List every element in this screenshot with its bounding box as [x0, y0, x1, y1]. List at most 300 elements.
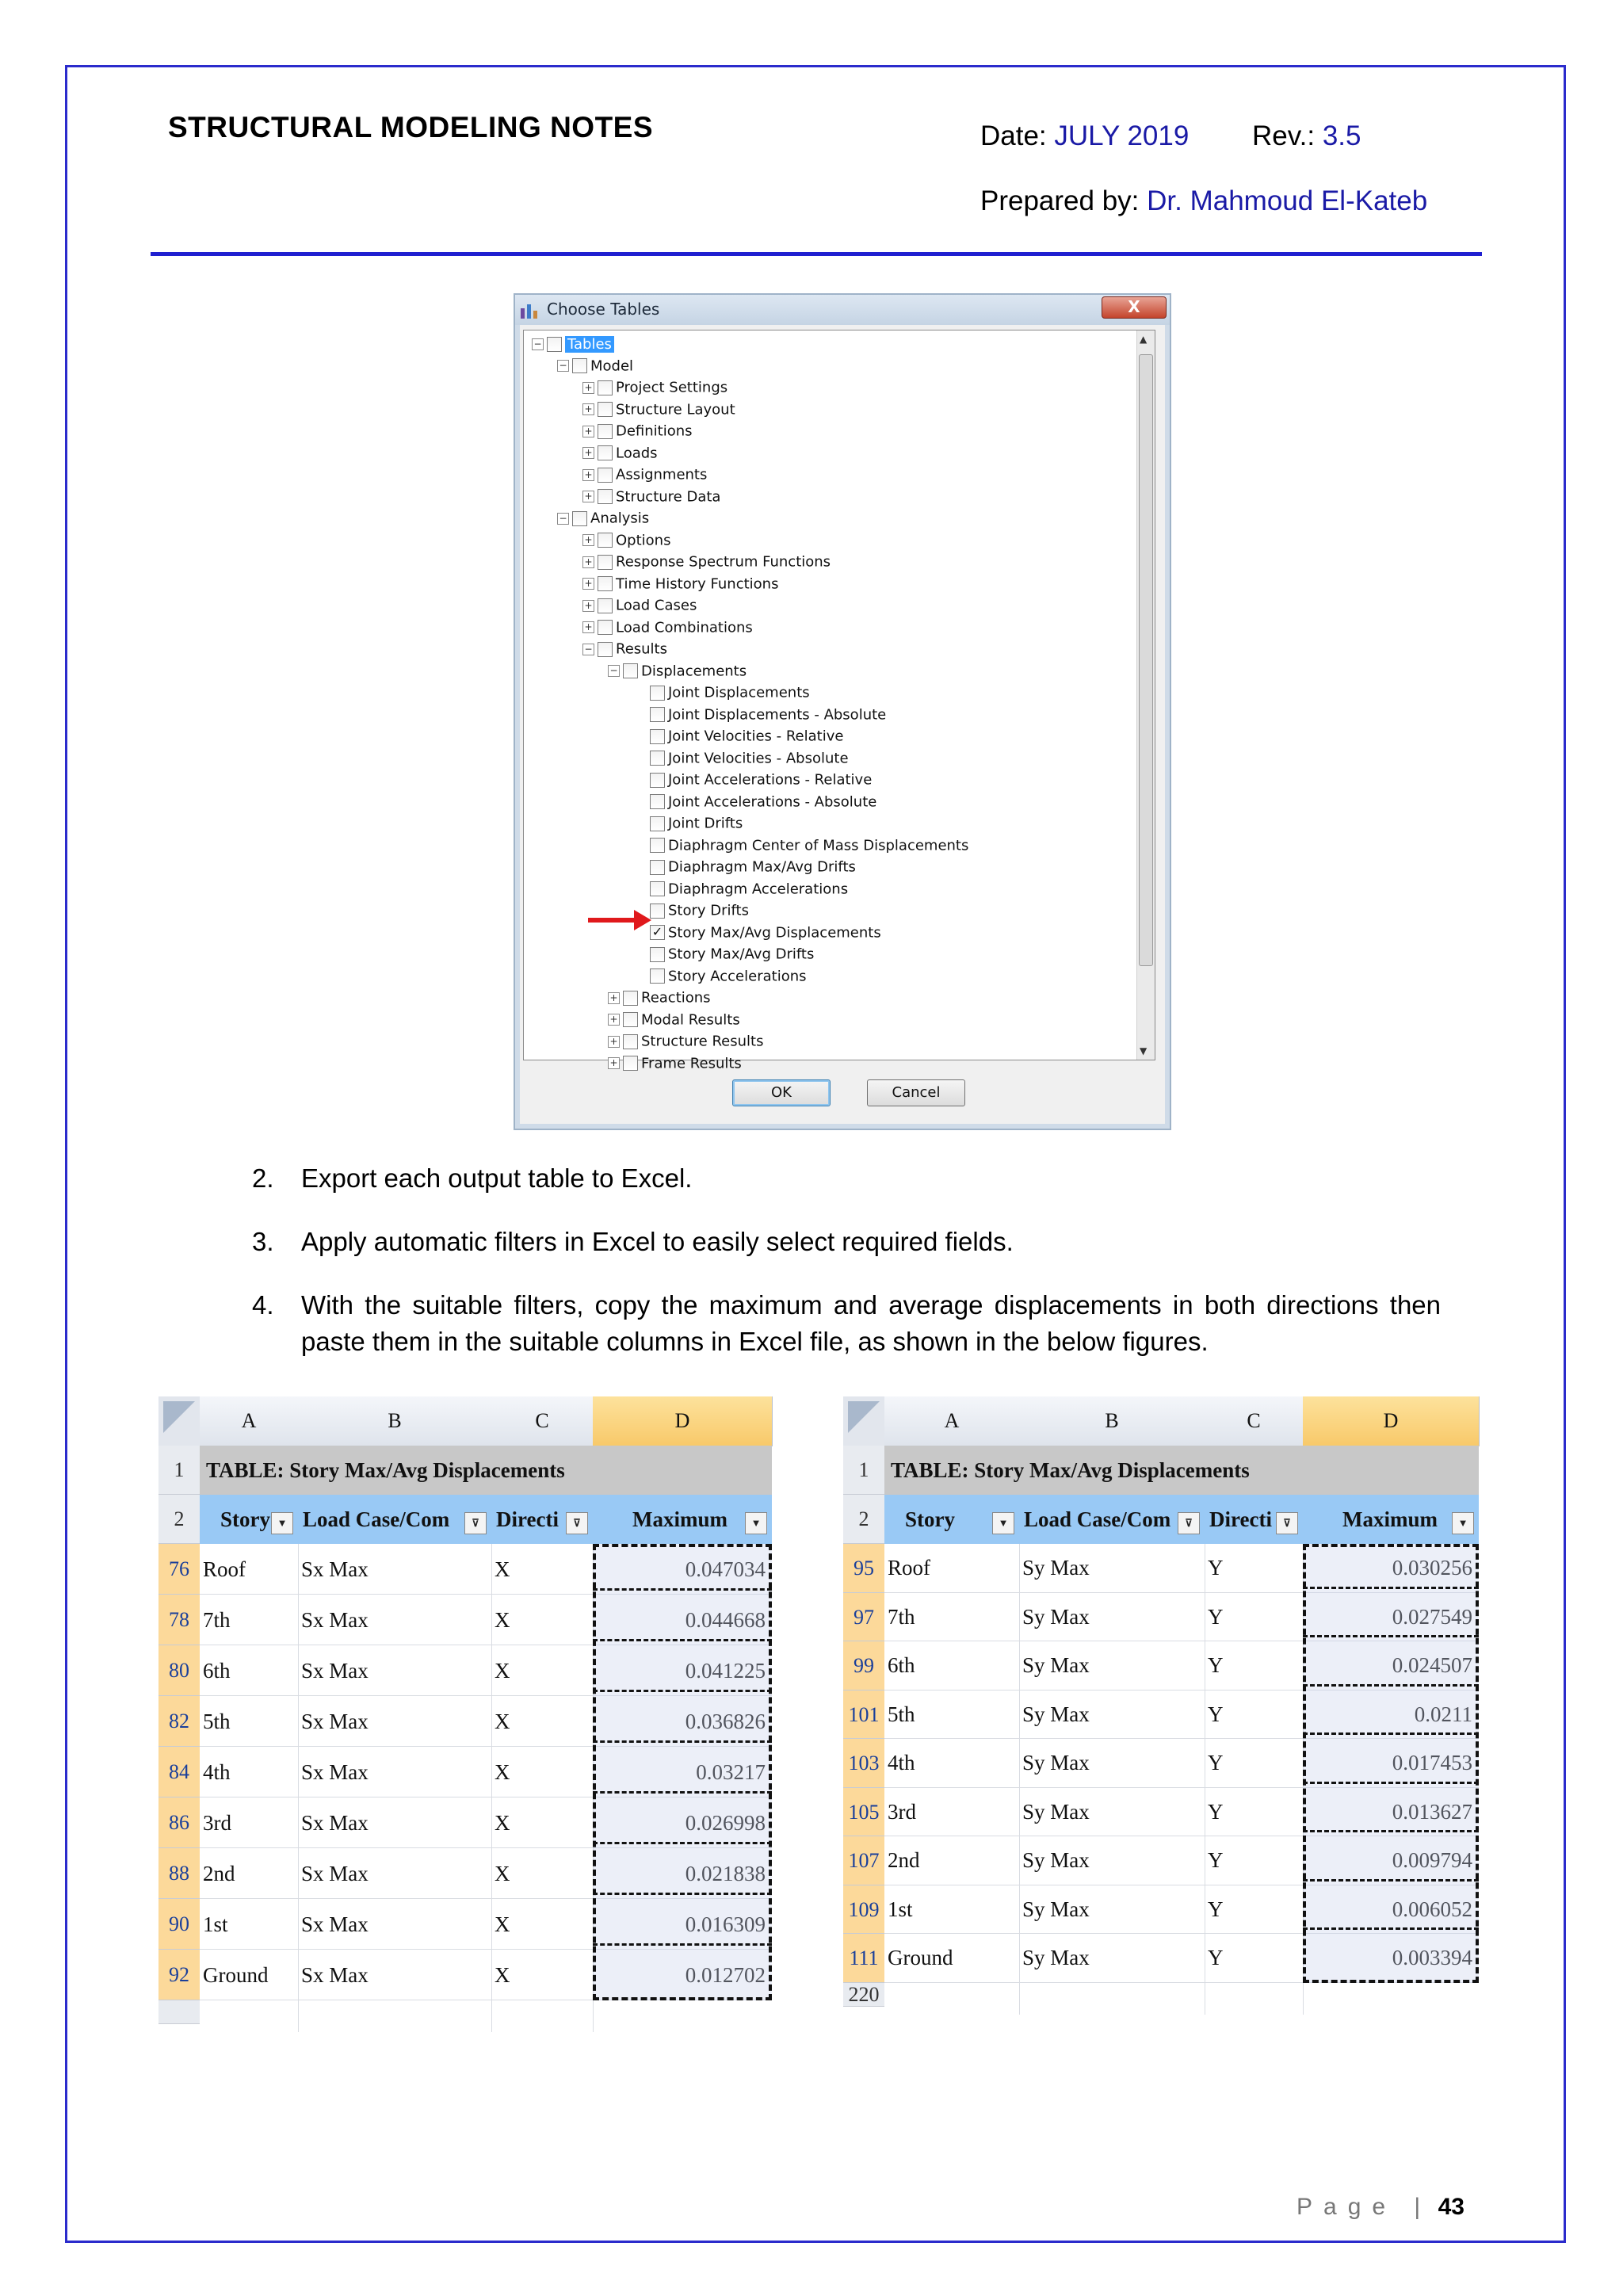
tree-item[interactable]: [582, 597, 697, 617]
tree-item[interactable]: [582, 488, 720, 509]
row-header[interactable]: 105: [843, 1788, 884, 1837]
table-cell[interactable]: Sx Max: [301, 1659, 369, 1683]
tree-item[interactable]: [582, 640, 667, 661]
row-header[interactable]: 99: [843, 1641, 884, 1690]
table-cell[interactable]: 0.013627: [1392, 1799, 1472, 1824]
row-header[interactable]: 86: [158, 1797, 200, 1848]
row-header[interactable]: 97: [843, 1593, 884, 1642]
header-rule: [151, 252, 1482, 256]
tree-checkbox[interactable]: [623, 1056, 638, 1071]
excel-sheet-x: [158, 1396, 805, 2030]
table-cell[interactable]: 1st: [203, 1912, 228, 1936]
red-arrow-head-icon: [634, 910, 651, 930]
tree-item[interactable]: [608, 1011, 740, 1032]
table-cell[interactable]: 4th: [203, 1760, 231, 1784]
select-all-corner[interactable]: [843, 1396, 885, 1446]
expand-icon[interactable]: +: [608, 1057, 620, 1069]
filter-header-label: Load Case/Com: [1024, 1507, 1171, 1531]
expand-icon[interactable]: +: [582, 578, 594, 590]
tree-item[interactable]: [582, 619, 753, 640]
corner-triangle-icon: [848, 1401, 880, 1433]
table-cell[interactable]: 4th: [888, 1751, 915, 1775]
tree-item-label: Joint Velocities - Absolute: [668, 750, 849, 766]
expand-icon[interactable]: +: [582, 447, 594, 459]
tree-item-label: Time History Functions: [616, 575, 779, 592]
page-number: 43: [1438, 2194, 1465, 2220]
tree-item-label: Project Settings: [616, 379, 728, 396]
tree-item[interactable]: [635, 837, 968, 858]
tables-app-icon: [520, 302, 539, 319]
date-label: Date:: [980, 120, 1047, 151]
selection-separator: [1303, 1733, 1479, 1735]
column-header[interactable]: D: [593, 1396, 773, 1446]
tree-item-label: Joint Velocities - Relative: [668, 728, 844, 745]
tree-checkbox[interactable]: [650, 947, 665, 962]
page-word: Page: [1296, 2194, 1397, 2220]
tree-checkbox[interactable]: [598, 576, 613, 591]
table-cell[interactable]: Y: [1208, 1897, 1224, 1921]
table-cell[interactable]: 3rd: [888, 1799, 916, 1824]
expand-icon[interactable]: +: [582, 556, 594, 568]
filter-header-label: Load Case/Com: [303, 1507, 450, 1531]
tree-checkbox[interactable]: [598, 555, 613, 570]
column-header[interactable]: B: [1019, 1396, 1205, 1446]
step-text: With the suitable filters, copy the maximum and average displacements in both directions then paste them in the suitable columns in Excel file, as shown in the below figures.: [301, 1290, 1441, 1356]
table-cell[interactable]: X: [495, 1557, 510, 1581]
table-cell[interactable]: Y: [1208, 1946, 1224, 1969]
selection-separator: [593, 1690, 772, 1692]
selection-separator: [1303, 1587, 1479, 1589]
table-cell[interactable]: Roof: [888, 1556, 930, 1580]
table-cell[interactable]: Sx Max: [301, 1963, 369, 1987]
prepared-label: Prepared by:: [980, 185, 1140, 216]
tree-checkbox[interactable]: [572, 511, 587, 526]
tree-item-label: Structure Results: [641, 1033, 764, 1050]
table-cell[interactable]: 0.003394: [1392, 1946, 1472, 1969]
selection-separator: [593, 1791, 772, 1794]
table-cell[interactable]: 0.012702: [685, 1963, 766, 1987]
tree-item-label: Modal Results: [641, 1011, 740, 1028]
select-all-corner[interactable]: [158, 1396, 200, 1446]
tree-item-label: Load Combinations: [616, 619, 753, 636]
table-cell[interactable]: Sy Max: [1022, 1702, 1090, 1726]
tree-checkbox[interactable]: [623, 1012, 638, 1027]
prepared-by-line: [980, 185, 1427, 217]
tree-scrollbar[interactable]: [1136, 330, 1155, 1060]
tree-checkbox[interactable]: [650, 707, 665, 722]
tree-checkbox[interactable]: [650, 794, 665, 809]
row-header[interactable]: 1: [843, 1446, 884, 1495]
selection-separator: [1303, 1830, 1479, 1832]
filter-header-row: [884, 1495, 1479, 1544]
tree-checkbox[interactable]: [650, 968, 665, 984]
selection-separator: [1303, 1879, 1479, 1881]
table-cell[interactable]: Y: [1208, 1848, 1224, 1872]
table-cell[interactable]: 2nd: [203, 1862, 235, 1885]
table-cell[interactable]: 0.027549: [1392, 1604, 1472, 1629]
expand-icon[interactable]: +: [582, 491, 594, 502]
collapse-icon[interactable]: −: [532, 338, 544, 350]
scroll-down-icon[interactable]: ▼: [1140, 1045, 1148, 1056]
tree-item-label: Model: [590, 357, 634, 374]
expand-icon[interactable]: +: [608, 1036, 620, 1048]
table-cell[interactable]: 0.030256: [1392, 1556, 1472, 1580]
tree-item[interactable]: [532, 335, 614, 356]
row-header[interactable]: 76: [158, 1544, 200, 1595]
tree-item[interactable]: [635, 728, 843, 748]
column-header[interactable]: B: [298, 1396, 492, 1446]
tree-item[interactable]: [635, 771, 872, 792]
table-cell[interactable]: Sx Max: [301, 1557, 369, 1581]
tree-item-label: Response Spectrum Functions: [616, 553, 831, 571]
filter-dropdown-icon[interactable]: ▼: [992, 1512, 1014, 1534]
collapse-icon[interactable]: −: [582, 644, 594, 655]
row-header[interactable]: 82: [158, 1696, 200, 1747]
table-cell[interactable]: X: [495, 1760, 510, 1784]
tree-checkbox[interactable]: [650, 773, 665, 788]
rev-label: Rev.:: [1252, 120, 1316, 151]
tree-item-label: Joint Accelerations - Absolute: [668, 793, 877, 810]
row-header[interactable]: 88: [158, 1848, 200, 1899]
tree-item[interactable]: [635, 793, 876, 814]
row-header[interactable]: 107: [843, 1836, 884, 1885]
tables-tree[interactable]: [523, 330, 1155, 1072]
table-cell[interactable]: 6th: [888, 1653, 915, 1677]
tree-checkbox[interactable]: [650, 686, 665, 701]
excel-sheet-y: [843, 1396, 1477, 2015]
tree-checkbox[interactable]: [598, 598, 613, 613]
table-cell[interactable]: Sx Max: [301, 1862, 369, 1885]
row-header[interactable]: 92: [158, 1950, 200, 2000]
tree-item[interactable]: [582, 422, 693, 443]
step-number: 4.: [252, 1290, 274, 1320]
table-title-cell[interactable]: TABLE: Story Max/Avg Displacements: [884, 1446, 1479, 1495]
table-cell[interactable]: 0.044668: [685, 1608, 766, 1632]
filter-dropdown-icon[interactable]: ▼: [745, 1512, 767, 1534]
table-cell[interactable]: 3rd: [203, 1811, 231, 1835]
selection-separator: [1303, 1782, 1479, 1784]
table-cell[interactable]: Sy Max: [1022, 1897, 1090, 1921]
selection-separator: [1303, 1684, 1479, 1687]
table-cell[interactable]: Y: [1208, 1653, 1224, 1677]
table-cell[interactable]: Sy Max: [1022, 1799, 1090, 1824]
step-number: 3.: [252, 1227, 274, 1256]
table-cell[interactable]: Y: [1208, 1751, 1224, 1775]
table-cell[interactable]: 2nd: [888, 1848, 920, 1872]
collapse-icon[interactable]: −: [557, 513, 569, 525]
table-cell[interactable]: 0.047034: [685, 1557, 766, 1581]
corner-triangle-icon: [163, 1401, 195, 1433]
tree-checkbox[interactable]: [650, 751, 665, 766]
selection-separator: [593, 1588, 772, 1591]
tree-item[interactable]: [582, 466, 707, 487]
tree-checkbox[interactable]: [650, 729, 665, 744]
column-header[interactable]: A: [884, 1396, 1020, 1446]
row-header[interactable]: 78: [158, 1595, 200, 1645]
tree-item[interactable]: [635, 902, 749, 923]
tree-checkbox[interactable]: [547, 337, 562, 352]
step-number: 2.: [252, 1163, 274, 1193]
filter-header-row: [200, 1495, 772, 1544]
table-cell[interactable]: 0.006052: [1392, 1897, 1472, 1921]
tree-checkbox[interactable]: [623, 991, 638, 1006]
tree-item-label: Options: [616, 532, 671, 548]
table-cell[interactable]: X: [495, 1659, 510, 1683]
table-cell[interactable]: 0.026998: [685, 1811, 766, 1835]
tree-checkbox[interactable]: [598, 533, 613, 548]
row-header[interactable]: 84: [158, 1747, 200, 1797]
tree-checkbox[interactable]: [598, 642, 613, 657]
tree-item-label: Joint Displacements: [668, 684, 810, 701]
tree-checkbox[interactable]: [598, 445, 613, 460]
tree-item[interactable]: [582, 445, 658, 465]
row-header[interactable]: 1: [158, 1446, 200, 1495]
tree-item[interactable]: [635, 858, 856, 879]
dialog-titlebar: [515, 295, 1170, 325]
tree-item[interactable]: [635, 706, 886, 727]
tree-item-label: Joint Accelerations - Relative: [668, 771, 873, 789]
table-cell[interactable]: 1st: [888, 1897, 913, 1921]
expand-icon[interactable]: +: [582, 469, 594, 481]
table-cell[interactable]: Sy Max: [1022, 1946, 1090, 1969]
tree-item[interactable]: [635, 968, 807, 988]
table-cell[interactable]: X: [495, 1963, 510, 1987]
page-footer: [1296, 2194, 1465, 2221]
table-cell[interactable]: Ground: [888, 1946, 953, 1969]
table-cell[interactable]: 0.03217: [696, 1760, 766, 1784]
tree-item[interactable]: [635, 684, 810, 705]
tree-checkbox[interactable]: ✓: [650, 925, 665, 940]
expand-icon[interactable]: +: [608, 992, 620, 1004]
filter-header-label: Story: [220, 1507, 270, 1531]
table-cell[interactable]: 0.009794: [1392, 1848, 1472, 1872]
tree-item[interactable]: [582, 379, 727, 399]
table-cell[interactable]: X: [495, 1811, 510, 1835]
tree-checkbox[interactable]: [598, 402, 613, 417]
table-cell[interactable]: 0.024507: [1392, 1653, 1472, 1677]
copy-selection-marquee[interactable]: [1303, 1544, 1479, 1983]
column-header[interactable]: C: [1205, 1396, 1304, 1446]
table-cell[interactable]: 0.041225: [685, 1659, 766, 1683]
row-header[interactable]: 103: [843, 1739, 884, 1788]
tree-checkbox[interactable]: [650, 881, 665, 896]
table-cell[interactable]: Sx Max: [301, 1912, 369, 1936]
tree-checkbox[interactable]: [572, 358, 587, 373]
tree-item[interactable]: [608, 1055, 742, 1075]
tree-item[interactable]: [635, 924, 881, 945]
column-header[interactable]: C: [491, 1396, 594, 1446]
table-cell[interactable]: 0.036826: [685, 1710, 766, 1733]
table-cell[interactable]: 0.0211: [1414, 1702, 1472, 1726]
collapse-icon[interactable]: −: [557, 360, 569, 372]
table-cell[interactable]: 5th: [888, 1702, 915, 1726]
column-header[interactable]: D: [1303, 1396, 1480, 1446]
filter-header-label: Story: [905, 1507, 955, 1531]
tree-item[interactable]: [635, 881, 848, 901]
scroll-up-icon[interactable]: ▲: [1140, 334, 1148, 345]
filter-header-label: Directi: [1209, 1507, 1272, 1531]
row-header[interactable]: 220: [843, 1983, 884, 2007]
table-cell[interactable]: Sx Max: [301, 1760, 369, 1784]
table-cell[interactable]: 0.017453: [1392, 1751, 1472, 1775]
dialog-body: [520, 325, 1165, 1124]
tree-item-label: Diaphragm Max/Avg Drifts: [668, 858, 856, 876]
close-button[interactable]: X: [1102, 296, 1167, 319]
tree-item-label: Tables: [565, 336, 614, 353]
tree-item[interactable]: [635, 750, 849, 770]
table-cell[interactable]: Sy Max: [1022, 1751, 1090, 1775]
tree-item-label: Analysis: [590, 510, 650, 527]
filter-active-icon[interactable]: ⊽: [464, 1512, 487, 1534]
selection-separator: [1303, 1635, 1479, 1637]
scroll-thumb[interactable]: [1139, 354, 1153, 966]
column-gridline: [491, 1544, 492, 2032]
expand-icon[interactable]: +: [582, 426, 594, 437]
tree-item[interactable]: [608, 989, 711, 1010]
tree-item-label: Load Cases: [616, 597, 697, 614]
row-header[interactable]: 2: [843, 1495, 884, 1544]
date-line: [980, 120, 1189, 152]
table-cell[interactable]: Sy Max: [1022, 1556, 1090, 1580]
tree-item[interactable]: [557, 510, 649, 530]
row-header[interactable]: 95: [843, 1544, 884, 1593]
tree-item-label: Results: [616, 640, 667, 658]
table-cell[interactable]: 7th: [888, 1604, 915, 1629]
tree-checkbox[interactable]: [623, 1034, 638, 1049]
selection-separator: [1303, 1927, 1479, 1930]
table-cell[interactable]: Y: [1208, 1799, 1224, 1824]
table-cell[interactable]: Sy Max: [1022, 1653, 1090, 1677]
table-cell[interactable]: 5th: [203, 1710, 231, 1733]
expand-icon[interactable]: +: [608, 1014, 620, 1026]
table-cell[interactable]: Sx Max: [301, 1811, 369, 1835]
tree-item-label: Structure Data: [616, 488, 721, 505]
column-header[interactable]: A: [200, 1396, 299, 1446]
selection-separator: [593, 1893, 772, 1895]
table-cell[interactable]: Sy Max: [1022, 1604, 1090, 1629]
tree-item-label: Loads: [616, 445, 658, 461]
filter-active-icon[interactable]: ⊽: [566, 1512, 588, 1534]
tree-item[interactable]: [635, 946, 814, 966]
tree-item[interactable]: [582, 532, 670, 552]
table-cell[interactable]: X: [495, 1862, 510, 1885]
ok-button[interactable]: OK: [732, 1079, 831, 1106]
dialog-title: Choose Tables: [547, 300, 660, 319]
table-cell[interactable]: Ground: [203, 1963, 269, 1987]
tree-item-label: Displacements: [641, 663, 747, 679]
filter-active-icon[interactable]: ⊽: [1178, 1512, 1200, 1534]
table-cell[interactable]: X: [495, 1608, 510, 1632]
selection-separator: [593, 1943, 772, 1946]
selection-separator: [593, 1740, 772, 1743]
filter-dropdown-icon[interactable]: ▼: [271, 1512, 293, 1534]
expand-icon[interactable]: +: [582, 382, 594, 394]
filter-active-icon[interactable]: ⊽: [1276, 1512, 1298, 1534]
table-cell[interactable]: Sy Max: [1022, 1848, 1090, 1872]
selection-separator: [593, 1639, 772, 1641]
row-header[interactable]: 109: [843, 1885, 884, 1935]
table-title-cell[interactable]: TABLE: Story Max/Avg Displacements: [200, 1446, 772, 1495]
table-cell[interactable]: 7th: [203, 1608, 231, 1632]
revision-line: [1252, 120, 1361, 152]
table-cell[interactable]: X: [495, 1912, 510, 1936]
tree-checkbox[interactable]: [598, 380, 613, 395]
document-title: STRUCTURAL MODELING NOTES: [168, 111, 654, 143]
row-header[interactable]: 111: [843, 1934, 884, 1983]
collapse-icon[interactable]: −: [608, 665, 620, 677]
table-cell[interactable]: Y: [1208, 1604, 1224, 1629]
date-value: JULY 2019: [1054, 120, 1190, 151]
table-cell[interactable]: Roof: [203, 1557, 246, 1581]
tree-item-label: Definitions: [616, 422, 693, 440]
table-cell[interactable]: Y: [1208, 1702, 1224, 1726]
tree-item-label: Assignments: [616, 466, 708, 483]
row-header[interactable]: 101: [843, 1690, 884, 1740]
expand-icon[interactable]: +: [582, 600, 594, 612]
tree-checkbox[interactable]: [598, 489, 613, 504]
selection-separator: [593, 1842, 772, 1844]
table-cell[interactable]: 6th: [203, 1659, 231, 1683]
column-gridline: [1019, 1544, 1020, 2015]
expand-icon[interactable]: +: [582, 403, 594, 415]
cancel-button[interactable]: Cancel: [867, 1079, 965, 1106]
step-text: Apply automatic filters in Excel to easily select required fields.: [301, 1227, 1014, 1256]
row-header[interactable]: [158, 2000, 200, 2024]
column-gridline: [298, 1544, 299, 2032]
filter-header-label: Directi: [496, 1507, 559, 1531]
table-cell[interactable]: Y: [1208, 1556, 1224, 1580]
table-cell[interactable]: Sx Max: [301, 1710, 369, 1733]
page-separator: |: [1414, 2194, 1421, 2220]
copy-selection-marquee[interactable]: [593, 1544, 772, 2000]
tree-item[interactable]: [608, 1033, 763, 1053]
tree-item[interactable]: [608, 663, 747, 683]
tree-item[interactable]: [582, 575, 778, 596]
row-header[interactable]: 90: [158, 1899, 200, 1950]
row-header[interactable]: 2: [158, 1495, 200, 1544]
table-cell[interactable]: X: [495, 1710, 510, 1733]
step-4: [252, 1287, 1441, 1363]
row-header[interactable]: 80: [158, 1645, 200, 1696]
tree-item[interactable]: [582, 401, 735, 422]
expand-icon[interactable]: +: [582, 534, 594, 546]
table-cell[interactable]: 0.016309: [685, 1912, 766, 1936]
expand-icon[interactable]: +: [582, 621, 594, 633]
tree-checkbox[interactable]: [650, 816, 665, 831]
tree-checkbox[interactable]: [650, 838, 665, 853]
tree-item[interactable]: [635, 815, 743, 835]
tree-item-label: Story Drifts: [668, 902, 749, 919]
tree-checkbox[interactable]: [598, 468, 613, 483]
tree-checkbox[interactable]: [598, 620, 613, 635]
tree-item-label: Joint Drifts: [668, 815, 743, 832]
tree-item-label: Structure Layout: [616, 401, 735, 418]
tree-checkbox[interactable]: [598, 424, 613, 439]
tree-item-label: Diaphragm Accelerations: [668, 881, 849, 897]
filter-dropdown-icon[interactable]: ▼: [1452, 1512, 1474, 1534]
tree-item[interactable]: [582, 553, 831, 574]
tree-item-label: Story Max/Avg Displacements: [668, 924, 881, 941]
table-cell[interactable]: Sx Max: [301, 1608, 369, 1632]
table-cell[interactable]: 0.021838: [685, 1862, 766, 1885]
tree-item-label: Diaphragm Center of Mass Displacements: [668, 837, 969, 854]
tree-item-label: Reactions: [641, 989, 711, 1007]
tree-item[interactable]: [557, 357, 633, 378]
tree-checkbox[interactable]: [650, 860, 665, 875]
tree-checkbox[interactable]: [623, 663, 638, 678]
tree-item-label: Joint Displacements - Absolute: [668, 706, 887, 723]
tree-checkbox[interactable]: [650, 904, 665, 919]
